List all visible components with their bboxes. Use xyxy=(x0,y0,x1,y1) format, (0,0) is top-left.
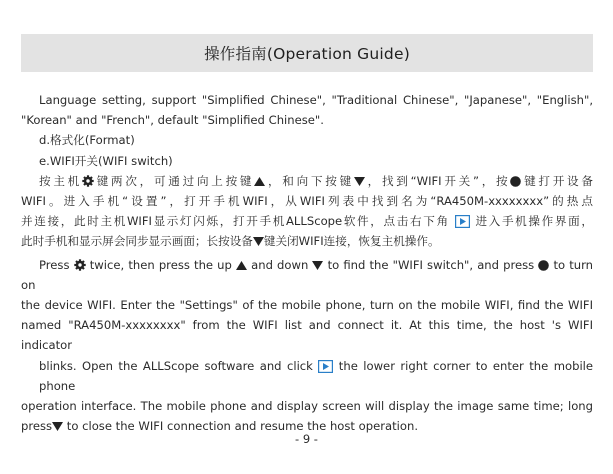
down-arrow-icon xyxy=(354,177,365,186)
ok-button-icon xyxy=(510,176,521,187)
en-line: blinks. Open the ALLScope software and click the lower right corner to enter the mobile phone xyxy=(39,358,594,393)
cn-line: 按主机 键两次，可通过向上按键 ，和向下按键 ，找到“WIFI开关”，按 键打开设备 xyxy=(39,173,593,188)
en-line: named "RA450M-xxxxxxxx" from the WIFI list and connect it. At this time, the host 's WIFI indicator xyxy=(21,318,593,353)
intro-line: Language setting, support "Simplified Chinese", "Traditional Chinese", "Japanese", "English", xyxy=(39,93,593,107)
en-line: the device WIFI. Enter the "Settings" of the mobile phone, turn on the mobile WIFI, find the WIFI xyxy=(21,298,593,313)
english-paragraph xyxy=(21,255,593,437)
ok-button-icon xyxy=(538,260,549,271)
play-icon xyxy=(318,360,333,373)
gear-icon xyxy=(74,259,86,271)
down-arrow-icon xyxy=(52,422,63,431)
gear-icon xyxy=(82,175,94,187)
en-line: Press twice, then press the up and down to find the "WIFI switch", and press to turn on xyxy=(21,257,594,292)
chinese-paragraph xyxy=(21,171,593,252)
down-arrow-icon xyxy=(253,237,264,246)
page-number: - 9 - xyxy=(295,432,318,446)
format-item: d.格式化(Format) xyxy=(39,133,135,148)
wifi-item: e.WIFI开关(WIFI switch) xyxy=(39,153,173,168)
cn-line: 并连接，此时主机WIFI显示灯闪烁，打开手机ALLScope软件，点击右下角 进入手机操作界面， xyxy=(21,214,593,229)
cn-line: 此时手机和显示屏会同步显示画面；长按设备 键关闭WIFI连接，恢复主机操作。 xyxy=(21,234,440,249)
play-icon xyxy=(455,215,470,228)
en-line: operation interface. The mobile phone and display screen will display the image same time; long xyxy=(21,399,593,414)
document-body xyxy=(21,90,593,436)
up-arrow-icon xyxy=(236,261,247,270)
page-title: 操作指南(Operation Guide) xyxy=(204,45,410,63)
title-bar xyxy=(21,34,593,72)
en-line: press to close the WIFI connection and resume the host operation. xyxy=(21,419,419,434)
down-arrow-icon xyxy=(312,261,323,270)
cn-line: WIFI。进入手机“设置”，打开手机WIFI，从WIFI列表中找到名为“RA450M-xxxxxxxx”的热点 xyxy=(21,194,593,209)
intro-line: "Korean" and "French", default "Simplified Chinese". xyxy=(21,113,324,128)
up-arrow-icon xyxy=(254,177,265,186)
intro-paragraph xyxy=(21,90,593,130)
